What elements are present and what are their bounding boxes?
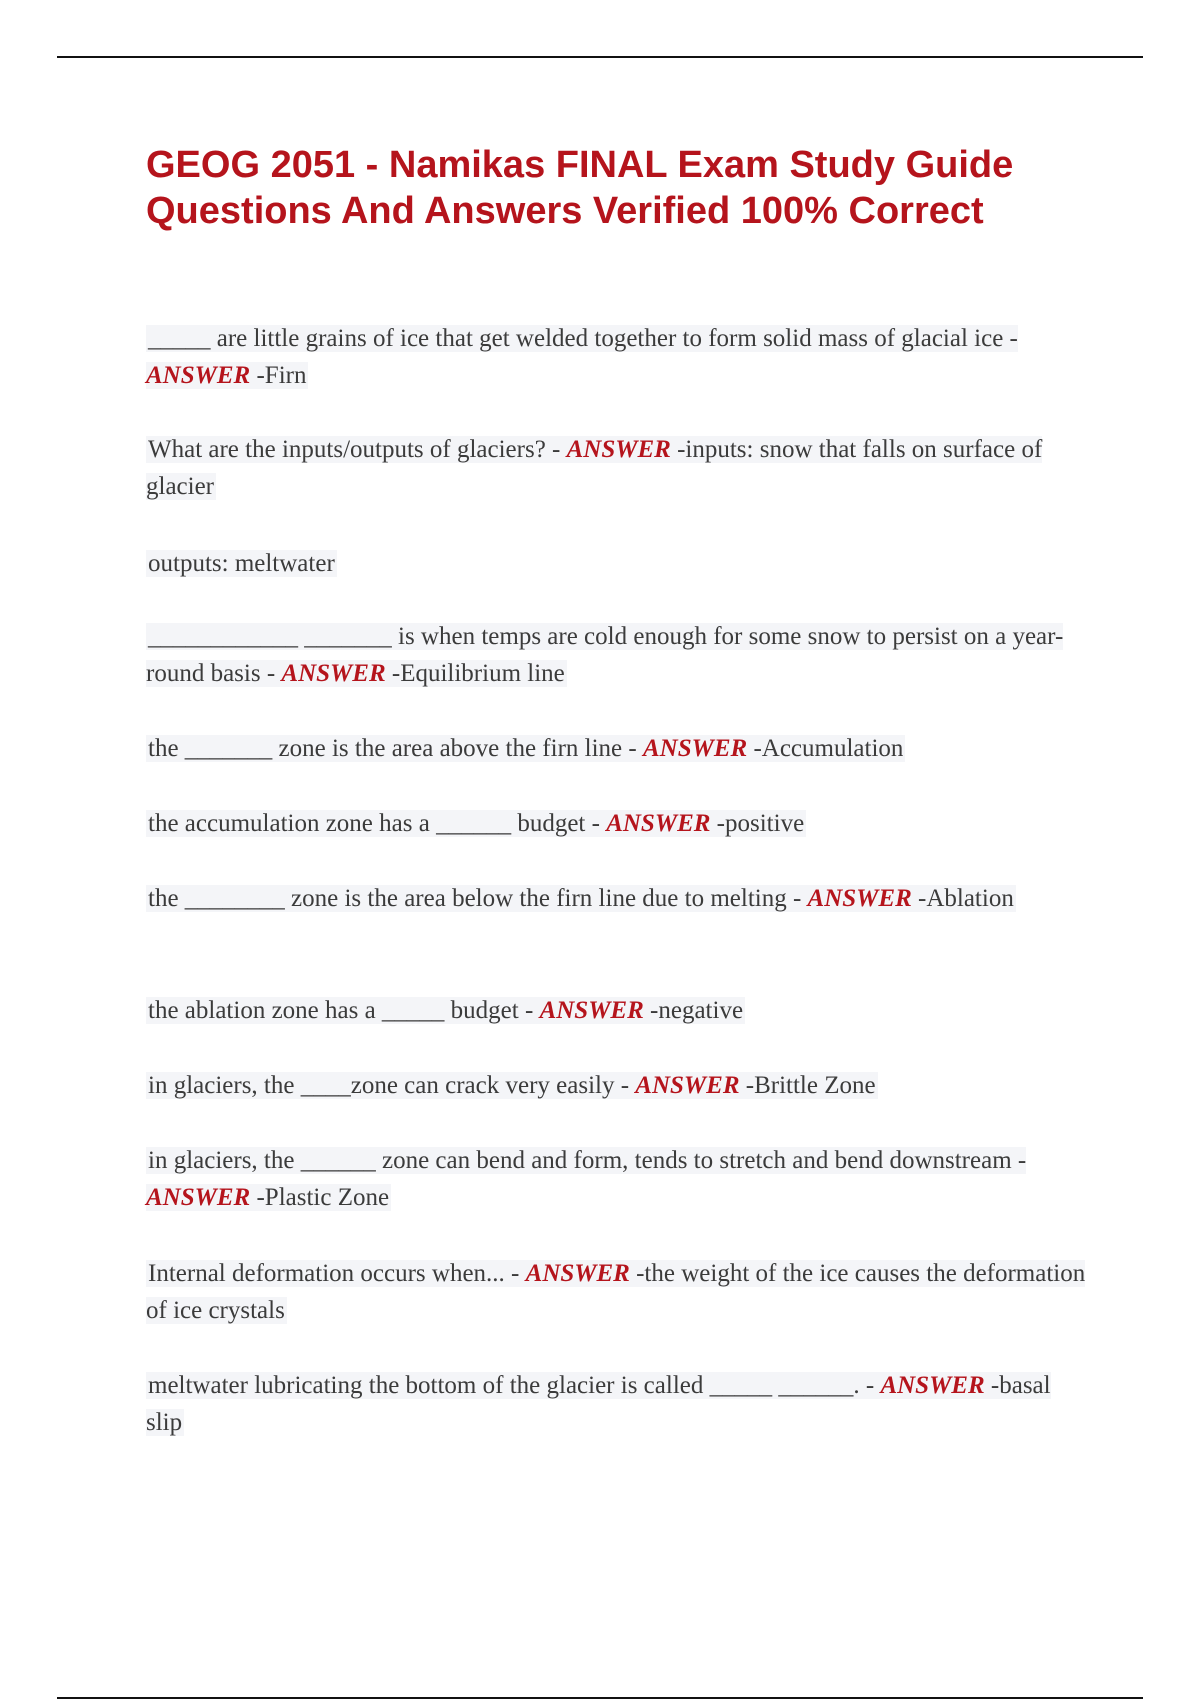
question-text: ____________ _______ is when temps are cold enough for some snow to persist on a year-round basis - — [146, 623, 1064, 687]
answer-label: ANSWER — [635, 1072, 740, 1099]
bottom-rule — [57, 1697, 1143, 1699]
question-text: the ________ zone is the area below the firn line due to melting - — [148, 885, 808, 912]
answer-label: ANSWER — [807, 885, 912, 912]
question-text: meltwater lubricating the bottom of the glacier is called _____ ______. - — [148, 1372, 881, 1399]
answer-text: -Plastic Zone — [256, 1184, 390, 1211]
question-text: the accumulation zone has a ______ budget - — [148, 810, 607, 837]
qa-item-7 — [146, 992, 1086, 1029]
question-text: the ablation zone has a _____ budget - — [148, 997, 540, 1024]
answer-text: -Equilibrium line — [391, 660, 565, 687]
answer-text: -positive — [716, 810, 805, 837]
document-title: GEOG 2051 - Namikas FINAL Exam Study Guide Questions And Answers Verified 100% Correct — [146, 144, 1014, 232]
qa-item-5 — [146, 805, 1086, 842]
qa-item-4 — [146, 730, 1086, 767]
question-text: _____ are little grains of ice that get welded together to form solid mass of glacial ice - — [148, 325, 1018, 352]
qa-item-8 — [146, 1067, 1086, 1104]
top-rule — [57, 56, 1143, 58]
qa-item-10 — [146, 1255, 1086, 1329]
qa-item-6 — [146, 880, 1086, 917]
answer-label: ANSWER — [146, 1184, 251, 1211]
answer-label: ANSWER — [642, 735, 748, 762]
answer-text: -Brittle Zone — [745, 1072, 876, 1099]
question-text: in glaciers, the ____zone can crack very easily - — [148, 1072, 636, 1099]
question-text: the _______ zone is the area above the firn line - — [148, 735, 643, 762]
answer-text: -basal slip — [146, 1372, 1051, 1436]
answer-text: -inputs: snow that falls on surface of glacier — [146, 436, 1043, 500]
answer-text: -negative — [650, 997, 744, 1024]
answer-label: ANSWER — [525, 1260, 630, 1287]
question-text: What are the inputs/outputs of glaciers? - — [148, 436, 567, 463]
qa-item-2-continuation — [146, 545, 1086, 582]
answer-text: -the weight of the ice causes the deformation of ice crystals — [146, 1260, 1086, 1324]
qa-item-1 — [146, 320, 1086, 394]
qa-item-2 — [146, 431, 1086, 505]
answer-text: -Firn — [256, 362, 307, 389]
qa-item-3 — [146, 618, 1086, 692]
answer-text: -Ablation — [918, 885, 1014, 912]
answer-label: ANSWER — [566, 436, 671, 463]
question-text: in glaciers, the ______ zone can bend and form, tends to stretch and bend downstream - — [148, 1147, 1027, 1174]
answer-label: ANSWER — [281, 660, 386, 687]
answer-label: ANSWER — [606, 810, 711, 837]
qa-item-9 — [146, 1142, 1086, 1216]
answer-text: -Accumulation — [753, 735, 904, 762]
continuation-text: outputs: meltwater — [148, 550, 335, 577]
answer-label: ANSWER — [880, 1372, 985, 1399]
qa-item-11 — [146, 1367, 1086, 1441]
answer-label: ANSWER — [539, 997, 644, 1024]
question-text: Internal deformation occurs when... - — [148, 1260, 526, 1287]
answer-label: ANSWER — [146, 362, 251, 389]
